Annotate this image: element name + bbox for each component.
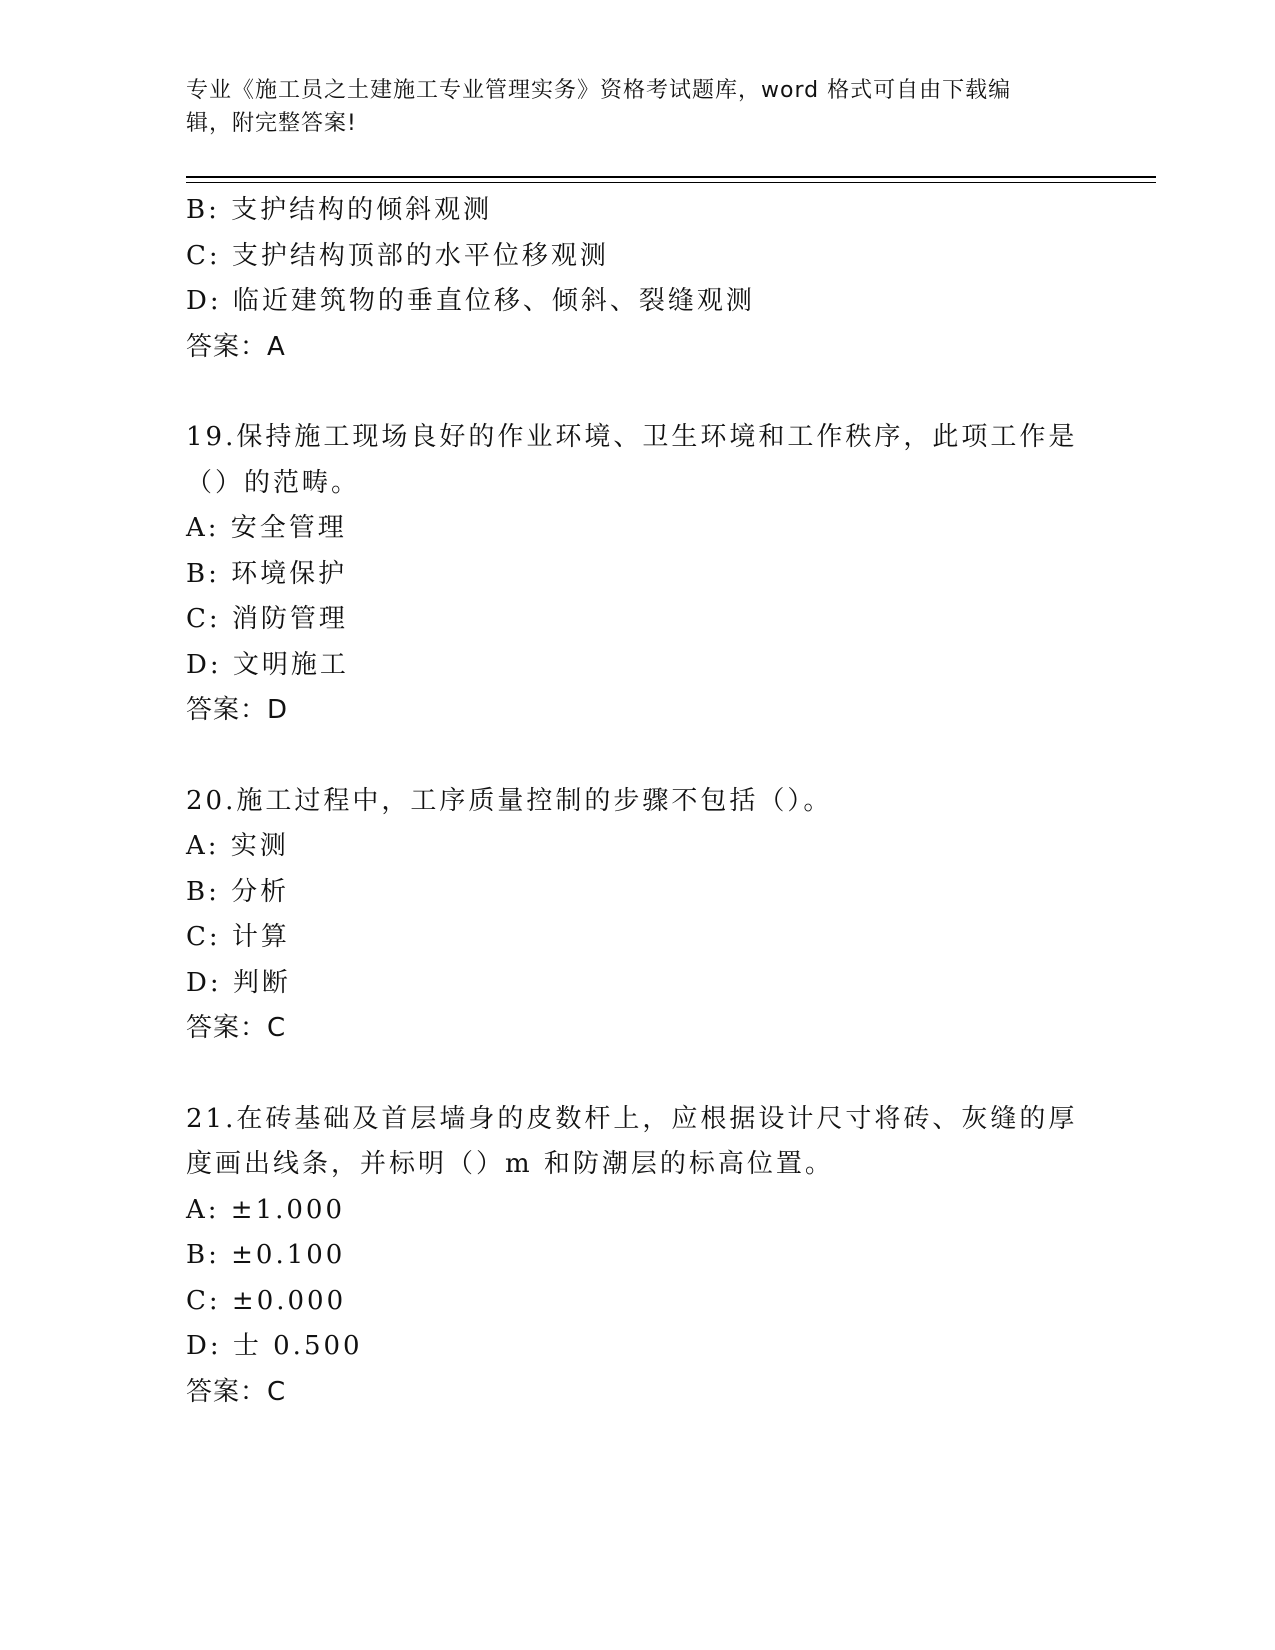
question-stem-line: 21.在砖基础及首层墙身的皮数杆上，应根据设计尺寸将砖、灰缝的厚 <box>186 1103 1078 1134</box>
option-b: B: 支护结构的倾斜观测 <box>186 195 493 225</box>
question-stem-line: 20.施工过程中，工序质量控制的步骤不包括（）。 <box>186 785 833 816</box>
question-stem-line: 19.保持施工现场良好的作业环境、卫生环境和工作秩序，此项工作是 <box>186 422 1078 452</box>
spacer <box>186 370 1106 415</box>
question-stem-line: （）的范畴。 <box>186 467 361 498</box>
option-d: D: 文明施工 <box>186 649 349 680</box>
option-b: B: 环境保护 <box>186 558 348 589</box>
spacer <box>186 734 1106 779</box>
option-a: A: 实测 <box>186 831 289 861</box>
answer: 答案：C <box>186 1013 287 1043</box>
option-c: C: ±0.000 <box>186 1285 347 1316</box>
question-list <box>186 188 1106 1415</box>
answer: 答案：C <box>186 1376 287 1407</box>
header-rule-thick <box>186 176 1156 178</box>
option-b: B: ±0.100 <box>186 1240 346 1270</box>
question-18-tail <box>186 188 1106 370</box>
answer: 答案：D <box>186 695 289 725</box>
option-c: C: 支护结构顶部的水平位移观测 <box>186 240 609 271</box>
header-rule-thin <box>186 182 1156 183</box>
question-20 <box>186 779 1106 1052</box>
option-d: D: 判断 <box>186 967 291 998</box>
document-header <box>186 74 1066 140</box>
header-line-2: 辑，附完整答案! <box>186 111 357 136</box>
option-d: D: 临近建筑物的垂直位移、倾斜、裂缝观测 <box>186 286 755 316</box>
spacer <box>186 1052 1106 1097</box>
question-21 <box>186 1097 1106 1416</box>
option-d: D: 士 0.500 <box>186 1331 363 1361</box>
option-a: A: ±1.000 <box>186 1194 346 1225</box>
question-stem-line: 度画出线条，并标明（）m 和防潮层的标高位置。 <box>186 1149 834 1179</box>
option-b: B: 分析 <box>186 876 290 907</box>
header-line-1: 专业《施工员之土建施工专业管理实务》资格考试题库，word 格式可自由下载编 <box>186 78 1012 103</box>
option-c: C: 消防管理 <box>186 604 348 634</box>
option-a: A: 安全管理 <box>186 513 347 543</box>
answer: 答案：A <box>186 331 286 362</box>
question-19 <box>186 415 1106 734</box>
option-c: C: 计算 <box>186 922 290 952</box>
